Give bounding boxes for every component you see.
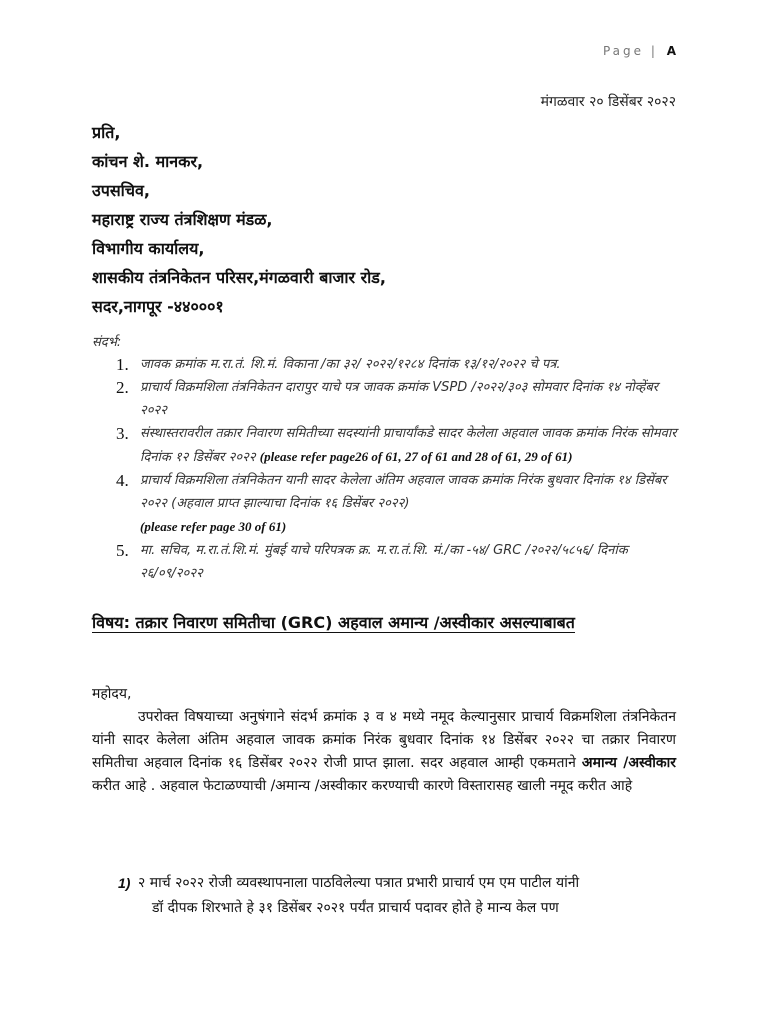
reference-text: संस्थास्तरावरील तक्रार निवारण समितीच्या सदस्यांनी प्राचार्यांकडे सादर केलेला अहवाल जावक क्रमांक निरंक सोमवार दिनांक १२ डिसेंबर २०२२ — [140, 426, 677, 465]
point-line-2: डॉ दीपक शिरभाते हे ३१ डिसेंबर २०२१ पर्यंत प्राचार्य पदावर होते हे मान्य केल पण — [152, 900, 559, 916]
reference-note: (please refer page 30 of 61) — [140, 519, 287, 534]
address-line: विभागीय कार्यालय, — [92, 239, 205, 258]
address-line: उपसचिव, — [92, 181, 150, 200]
reference-number: 1. — [116, 355, 129, 374]
address-line: सदर,नागपूर -४४०००१ — [92, 297, 224, 316]
reference-text: जावक क्रमांक म.रा.तं. शि.मं. विकाना /का ३२/ २०२२/१२८४ दिनांक १३/१२/२०२२ चे पत्र. — [140, 357, 561, 372]
point-number: 1) — [118, 875, 131, 891]
references-label: संदर्भ: — [92, 335, 122, 350]
page-number: A — [666, 44, 676, 58]
reference-item — [116, 539, 686, 585]
address-line: कांचन शे. मानकर, — [92, 152, 204, 171]
address-line: शासकीय तंत्रनिकेतन परिसर,मंगळवारी बाजार रोड, — [92, 268, 386, 287]
point-item — [118, 871, 676, 921]
reference-number: 5. — [116, 541, 129, 560]
point-line-1: २ मार्च २०२२ रोजी व्यवस्थापनाला पाठविलेल्या पत्रात प्रभारी प्राचार्य एम एम पाटील यांनी — [138, 875, 580, 891]
salutation: महोदय, — [92, 686, 132, 702]
reference-note: (please refer page26 of 61, 27 of 61 and 28 of 61, 29 of 61) — [259, 449, 573, 464]
body-part-2: करीत आहे . अहवाल फेटाळण्याची /अमान्य /अस्वीकार करण्याची कारणे विस्तारासह खाली नमूद करीत आहे — [92, 778, 633, 794]
reference-text: प्राचार्य विक्रमशिला तंत्रनिकेतन यानी सादर केलेला अंतिम अहवाल जावक क्रमांक निरंक बुधवार दिनांक १४ डिसेंबर २०२२ (अहवाल प्राप्त झाल्याचा दिनांक १६ डिसेंबर २०२२) — [140, 473, 667, 511]
reference-text: प्राचार्य विक्रमशिला तंत्रनिकेतन दारापुर याचे पत्र जावक क्रमांक VSPD /२०२२/३०३ सोमवार दिनांक १४ नोव्हेंबर २०२२ — [140, 380, 659, 418]
subject-line — [92, 608, 676, 637]
page-header — [603, 44, 676, 58]
reference-item — [116, 469, 686, 539]
body-part-1: उपरोक्त विषयाच्या अनुषंगाने संदर्भ क्रमांक ३ व ४ मध्ये नमूद केल्यानुसार प्राचार्य विक्रमशिला तंत्रनिकेतन यांनी सादर केलेला अंतिम अहवाल जावक क्रमांक निरंक बुधवार दिनांक १४ डिसेंबर २०२२ चा तक्रार निवारण समितीचा अहवाल दिनांक १६ डिसेंबर २०२२ रोजी प्राप्त झाला. सदर अहवाल आम्ही एकमताने — [92, 709, 676, 771]
reference-item — [116, 376, 686, 422]
body-emphasis: अमान्य /अस्वीकार — [581, 755, 676, 771]
address-line: महाराष्ट्र राज्य तंत्रशिक्षण मंडळ, — [92, 210, 273, 229]
address-line: प्रति, — [92, 123, 121, 142]
page-separator: | — [650, 44, 658, 58]
references-list — [116, 353, 686, 585]
reference-item — [116, 422, 686, 469]
page-word: Page — [602, 44, 644, 58]
reference-item — [116, 353, 686, 376]
reference-number: 2. — [116, 378, 129, 397]
reference-text: मा. सचिव, म.रा.तं.शि.मं. मुंबई याचे परिपत्रक क्र. म.रा.तं.शि. मं./का -५४/ GRC /२०२२/५८५६/ दिनांक २६/०९/२०२२ — [140, 543, 628, 581]
body-paragraph — [92, 706, 676, 798]
letter-date: मंगळवार २० डिसेंबर २०२२ — [540, 94, 676, 110]
recipient-address — [92, 118, 386, 321]
subject-text: विषय: तक्रार निवारण समितीचा (GRC) अहवाल अमान्य /अस्वीकार असल्याबाबत — [92, 613, 575, 632]
reference-number: 3. — [116, 424, 129, 443]
reference-number: 4. — [116, 471, 129, 490]
